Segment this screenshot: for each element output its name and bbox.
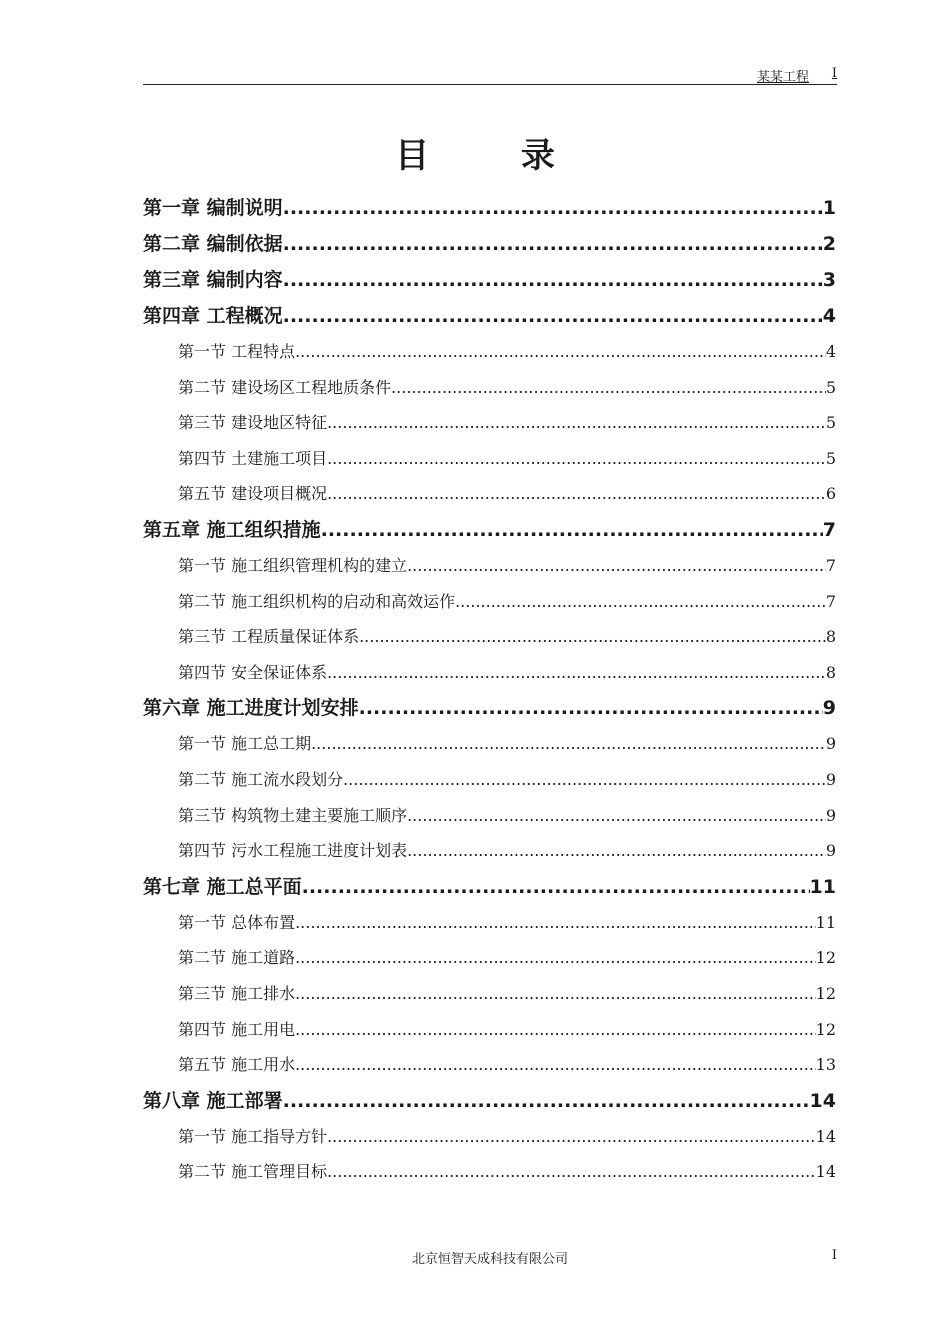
toc-section-entry[interactable] [143, 726, 836, 762]
toc-section-entry[interactable] [143, 655, 836, 691]
toc-section-entry[interactable] [143, 619, 836, 655]
toc-section-entry[interactable] [143, 798, 836, 834]
toc-dot-leader [295, 1012, 816, 1048]
toc-dot-leader [283, 226, 823, 262]
toc-section-entry[interactable] [143, 334, 836, 370]
toc-dot-leader [407, 798, 826, 834]
toc-entry-page-number: 9 [825, 805, 836, 825]
toc-entry-label: 第三节 施工排水 [178, 983, 296, 1003]
toc-entry-page-number: 11 [815, 912, 836, 932]
toc-entry-page-number: 5 [825, 413, 836, 433]
toc-dot-leader [295, 976, 816, 1012]
footer-page-number: I [831, 1248, 837, 1263]
toc-dot-leader [283, 190, 823, 226]
toc-entry-page-number: 5 [825, 377, 836, 397]
toc-entry-label: 第七章 施工总平面 [143, 875, 302, 898]
toc-entry-label: 第一节 施工指导方针 [178, 1126, 328, 1146]
document-title: 目 录 [395, 136, 595, 176]
toc-section-entry[interactable] [143, 940, 836, 976]
toc-dot-leader [302, 869, 810, 905]
toc-entry-label: 第三节 建设地区特征 [178, 413, 328, 433]
table-of-contents [143, 190, 836, 1190]
toc-entry-label: 第六章 施工进度计划安排 [143, 697, 359, 720]
toc-section-entry[interactable] [143, 1154, 836, 1190]
toc-entry-page-number: 11 [809, 875, 836, 898]
toc-entry-page-number: 8 [825, 627, 836, 647]
toc-entry-label: 第二节 施工管理目标 [178, 1162, 328, 1182]
toc-entry-page-number: 12 [815, 948, 836, 968]
toc-entry-label: 第四章 工程概况 [143, 305, 283, 327]
toc-dot-leader [295, 334, 826, 370]
toc-entry-label: 第二章 编制依据 [143, 233, 283, 255]
toc-dot-leader [407, 833, 826, 869]
toc-section-entry[interactable] [143, 1012, 836, 1048]
toc-dot-leader [311, 726, 826, 762]
toc-entry-page-number: 6 [825, 484, 836, 504]
toc-entry-label: 第一章 编制说明 [143, 197, 283, 219]
toc-dot-leader [295, 940, 816, 976]
toc-entry-page-number: 8 [825, 662, 836, 682]
toc-dot-leader [391, 370, 826, 406]
toc-dot-leader [295, 905, 816, 941]
toc-chapter-entry[interactable] [143, 1083, 836, 1119]
toc-entry-page-number: 9 [825, 841, 836, 861]
toc-entry-label: 第一节 工程特点 [178, 342, 296, 361]
toc-entry-page-number: 12 [815, 983, 836, 1003]
toc-dot-leader [327, 1154, 816, 1190]
toc-entry-label: 第三节 工程质量保证体系 [178, 627, 360, 647]
toc-entry-label: 第五节 建设项目概况 [178, 484, 328, 504]
toc-dot-leader [283, 298, 823, 334]
toc-dot-leader [407, 548, 826, 584]
toc-entry-label: 第二节 施工道路 [178, 948, 296, 968]
toc-section-entry[interactable] [143, 548, 836, 584]
toc-section-entry[interactable] [143, 833, 836, 869]
toc-section-entry[interactable] [143, 584, 836, 620]
toc-section-entry[interactable] [143, 370, 836, 406]
toc-entry-page-number: 5 [825, 448, 836, 468]
toc-section-entry[interactable] [143, 1047, 836, 1083]
toc-entry-page-number: 13 [815, 1055, 836, 1075]
toc-section-entry[interactable] [143, 976, 836, 1012]
toc-chapter-entry[interactable] [143, 869, 836, 905]
toc-entry-page-number: 9 [825, 734, 836, 754]
toc-dot-leader [327, 655, 826, 691]
footer-company: 北京恒智天成科技有限公司 [411, 1252, 568, 1267]
toc-entry-page-number: 9 [822, 697, 836, 720]
toc-section-entry[interactable] [143, 762, 836, 798]
toc-section-entry[interactable] [143, 405, 836, 441]
toc-entry-page-number: 7 [822, 518, 836, 541]
toc-chapter-entry[interactable] [143, 226, 836, 262]
page-header [143, 66, 837, 85]
toc-dot-leader [295, 1047, 816, 1083]
toc-chapter-entry[interactable] [143, 262, 836, 298]
toc-entry-label: 第四节 污水工程施工进度计划表 [178, 841, 408, 861]
toc-dot-leader [283, 1083, 810, 1119]
toc-dot-leader [359, 690, 823, 726]
toc-entry-label: 第八章 施工部署 [143, 1089, 283, 1112]
toc-dot-leader [343, 762, 826, 798]
toc-entry-label: 第一节 施工组织管理机构的建立 [178, 555, 408, 575]
toc-entry-label: 第一节 总体布置 [178, 912, 296, 932]
toc-dot-leader [321, 512, 823, 548]
toc-entry-page-number: 4 [825, 342, 836, 361]
toc-entry-label: 第四节 土建施工项目 [178, 448, 328, 468]
toc-entry-page-number: 12 [815, 1019, 836, 1039]
header-title: 某某工程 [756, 70, 809, 85]
toc-entry-page-number: 2 [822, 233, 836, 255]
toc-entry-page-number: 14 [815, 1126, 836, 1146]
toc-chapter-entry[interactable] [143, 190, 836, 226]
toc-chapter-entry[interactable] [143, 512, 836, 548]
toc-dot-leader [327, 476, 826, 512]
toc-section-entry[interactable] [143, 476, 836, 512]
toc-entry-label: 第三章 编制内容 [143, 269, 283, 291]
toc-entry-page-number: 1 [822, 197, 836, 219]
toc-dot-leader [283, 262, 823, 298]
toc-dot-leader [327, 1119, 816, 1155]
toc-section-entry[interactable] [143, 1119, 836, 1155]
toc-entry-page-number: 14 [809, 1089, 836, 1112]
toc-entry-label: 第二节 施工流水段划分 [178, 769, 344, 789]
toc-entry-label: 第四节 安全保证体系 [178, 662, 328, 682]
toc-section-entry[interactable] [143, 905, 836, 941]
toc-entry-label: 第五章 施工组织措施 [143, 518, 321, 541]
toc-entry-label: 第一节 施工总工期 [178, 734, 312, 754]
toc-entry-page-number: 3 [822, 269, 836, 291]
toc-entry-page-number: 7 [825, 555, 836, 575]
toc-entry-label: 第五节 施工用水 [178, 1055, 296, 1075]
toc-entry-label: 第二节 建设场区工程地质条件 [178, 377, 392, 397]
toc-dot-leader [327, 441, 826, 477]
header-page-number: I [831, 66, 837, 81]
toc-entry-label: 第三节 构筑物土建主要施工顺序 [178, 805, 408, 825]
toc-dot-leader [359, 619, 826, 655]
toc-entry-page-number: 4 [822, 305, 836, 327]
toc-entry-label: 第二节 施工组织机构的启动和高效运作 [178, 591, 456, 611]
toc-chapter-entry[interactable] [143, 298, 836, 334]
toc-section-entry[interactable] [143, 441, 836, 477]
toc-dot-leader [327, 405, 826, 441]
toc-entry-label: 第四节 施工用电 [178, 1019, 296, 1039]
toc-dot-leader [455, 584, 826, 620]
toc-entry-page-number: 7 [825, 591, 836, 611]
toc-chapter-entry[interactable] [143, 690, 836, 726]
toc-entry-page-number: 14 [815, 1162, 836, 1182]
toc-entry-page-number: 9 [825, 769, 836, 789]
